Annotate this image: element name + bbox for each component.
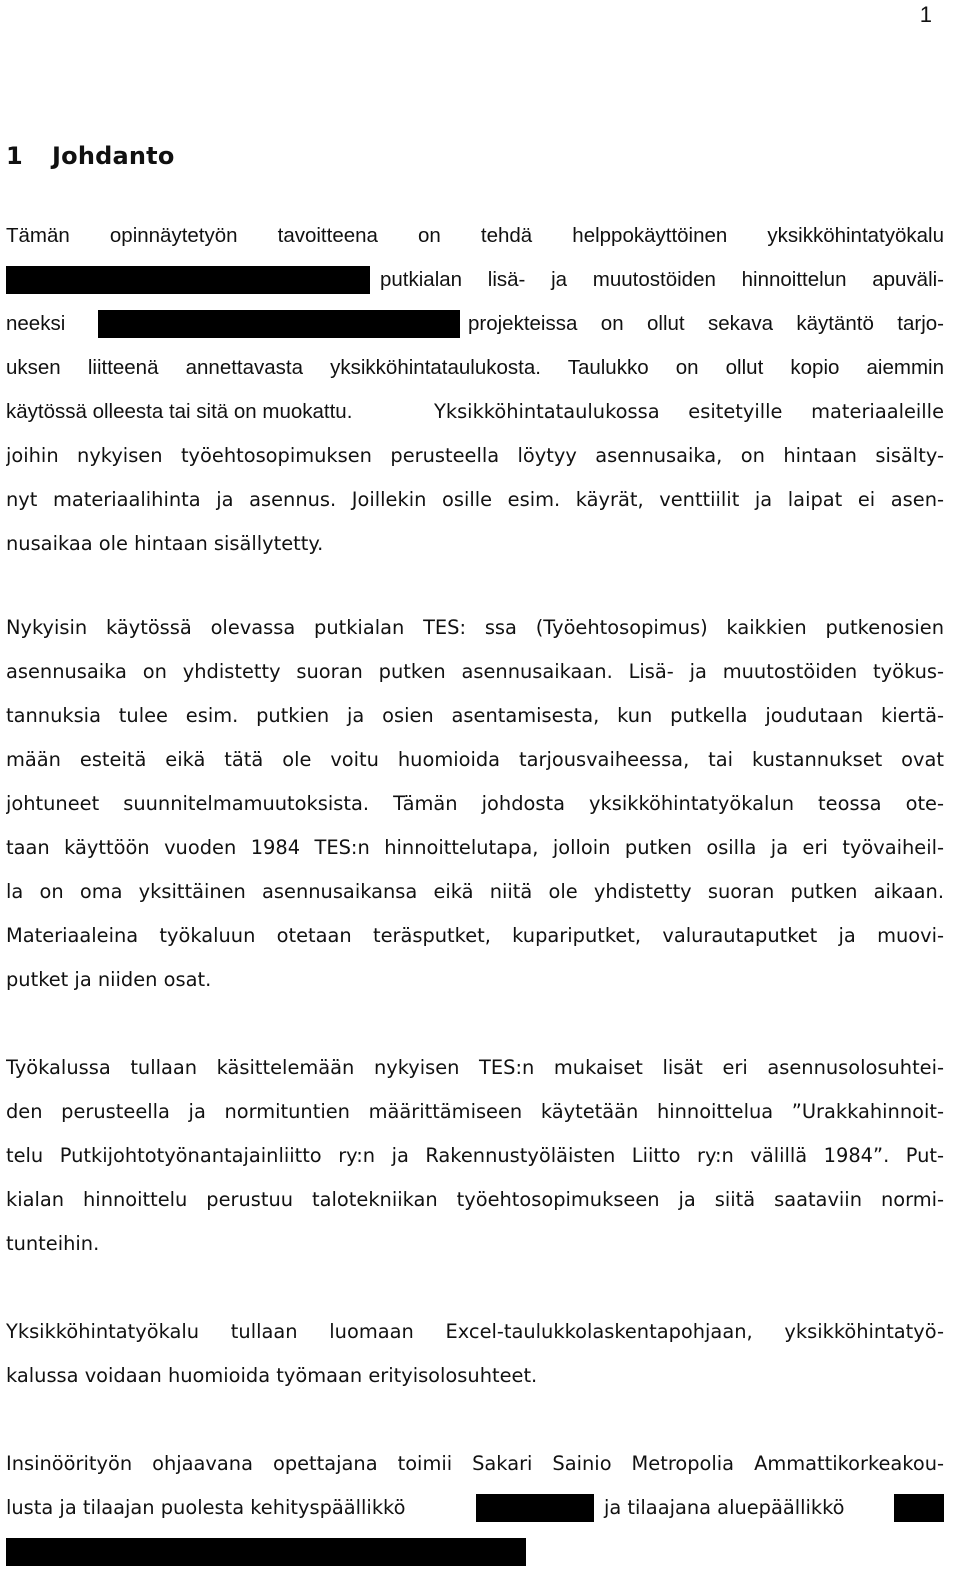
text-line-segment: lusta ja tilaajan puolesta kehityspäällikkö (6, 1496, 406, 1519)
text-line: Yksikköhintatyökalu tullaan luomaan Excel-taulukkolaskentapohjaan, yksikköhintatyö- (6, 1320, 944, 1343)
text-line: nyt materiaalihinta ja asennus. Joillekin osille esim. käyrät, venttiilit ja laipat ei asen- (6, 488, 944, 511)
text-line-redacted (6, 1486, 944, 1530)
text-line-segment: putkialan lisä- ja muutostöiden hinnoittelun apuväli- (380, 268, 944, 291)
text-line: la on oma yksittäinen asennusaikansa eikä niitä ole yhdistetty suoran putken aikaan. (6, 880, 944, 903)
paragraph-intro (6, 214, 944, 566)
text-line-segment: käytössä olleesta tai sitä on muokattu. (6, 400, 353, 423)
heading-title: Johdanto (52, 142, 175, 170)
text-line: johtuneet suunnitelmamuutoksista. Tämän johdosta yksikköhintatyökalun teossa ote- (6, 792, 944, 815)
text-line: kalussa voidaan huomioida työmaan erityisolosuhteet. (6, 1364, 538, 1387)
redaction-block (6, 1538, 526, 1566)
text-line: Nykyisin käytössä olevassa putkialan TES: ssa (Työehtosopimus) kaikkien putkenosien (6, 616, 944, 639)
redaction-block (476, 1494, 594, 1522)
text-line: tunteihin. (6, 1232, 100, 1255)
paragraph-tool-handling (6, 1046, 944, 1266)
text-line-redacted (6, 1530, 944, 1574)
text-line: Tämän opinnäytetyön tavoitteena on tehdä helppokäyttöinen yksikköhintatyökalu (6, 224, 944, 247)
text-line-segment: projekteissa on ollut sekava käytäntö tarjo- (468, 312, 944, 335)
paragraph-excel (6, 1310, 944, 1398)
text-line-segment: Yksikköhintataulukossa esitetyille materiaaleille (434, 400, 944, 423)
text-line-segment: neeksi (6, 312, 66, 335)
text-line: Työkalussa tullaan käsittelemään nykyisen TES:n mukaiset lisät eri asennusolosuhtei- (6, 1056, 944, 1079)
page-number: 1 (919, 2, 932, 27)
redaction-block (6, 266, 370, 294)
text-line-segment: ja tilaajana aluepäällikkö (604, 1496, 845, 1519)
text-line: Insinöörityön ohjaavana opettajana toimii Sakari Sainio Metropolia Ammattikorkeakou- (6, 1452, 944, 1475)
section-heading (6, 142, 175, 170)
redaction-block (894, 1494, 944, 1522)
text-line: mään esteitä eikä tätä ole voitu huomioida tarjousvaiheessa, tai kustannukset ovat (6, 748, 944, 771)
text-line: putket ja niiden osat. (6, 968, 212, 991)
text-line-redacted (6, 302, 944, 346)
text-line: uksen liitteenä annettavasta yksikköhintataulukosta. Taulukko on ollut kopio aiemmin (6, 356, 944, 379)
paragraph-current-practice (6, 606, 944, 1002)
text-line: telu Putkijohtotyönantajainliitto ry:n ja Rakennustyöläisten Liitto ry:n välillä 1984”. Put- (6, 1144, 944, 1167)
text-line: kialan hinnoittelu perustuu talotekniikan työehtosopimukseen ja siitä saataviin normi- (6, 1188, 944, 1211)
text-line: joihin nykyisen työehtosopimuksen perusteella löytyy asennusaika, on hintaan sisälty- (6, 444, 944, 467)
redaction-block (98, 310, 460, 338)
text-line: tannuksia tulee esim. putkien ja osien asentamisesta, kun putkella joudutaan kiertä- (6, 704, 944, 727)
paragraph-supervisors (6, 1442, 944, 1574)
text-line: Materiaaleina työkaluun otetaan teräsputket, kupariputket, valurautaputket ja muovi- (6, 924, 944, 947)
text-line: nusaikaa ole hintaan sisällytetty. (6, 532, 324, 555)
text-line-mixed (6, 390, 944, 434)
text-line: den perusteella ja normituntien määrittämiseen käytetään hinnoittelua ”Urakkahinnoit- (6, 1100, 944, 1123)
text-line: taan käyttöön vuoden 1984 TES:n hinnoittelutapa, jolloin putken osilla ja eri työvaiheil- (6, 836, 944, 859)
text-line: asennusaika on yhdistetty suoran putken asennusaikaan. Lisä- ja muutostöiden työkus- (6, 660, 944, 683)
heading-number: 1 (6, 142, 23, 170)
text-line-redacted (6, 258, 944, 302)
